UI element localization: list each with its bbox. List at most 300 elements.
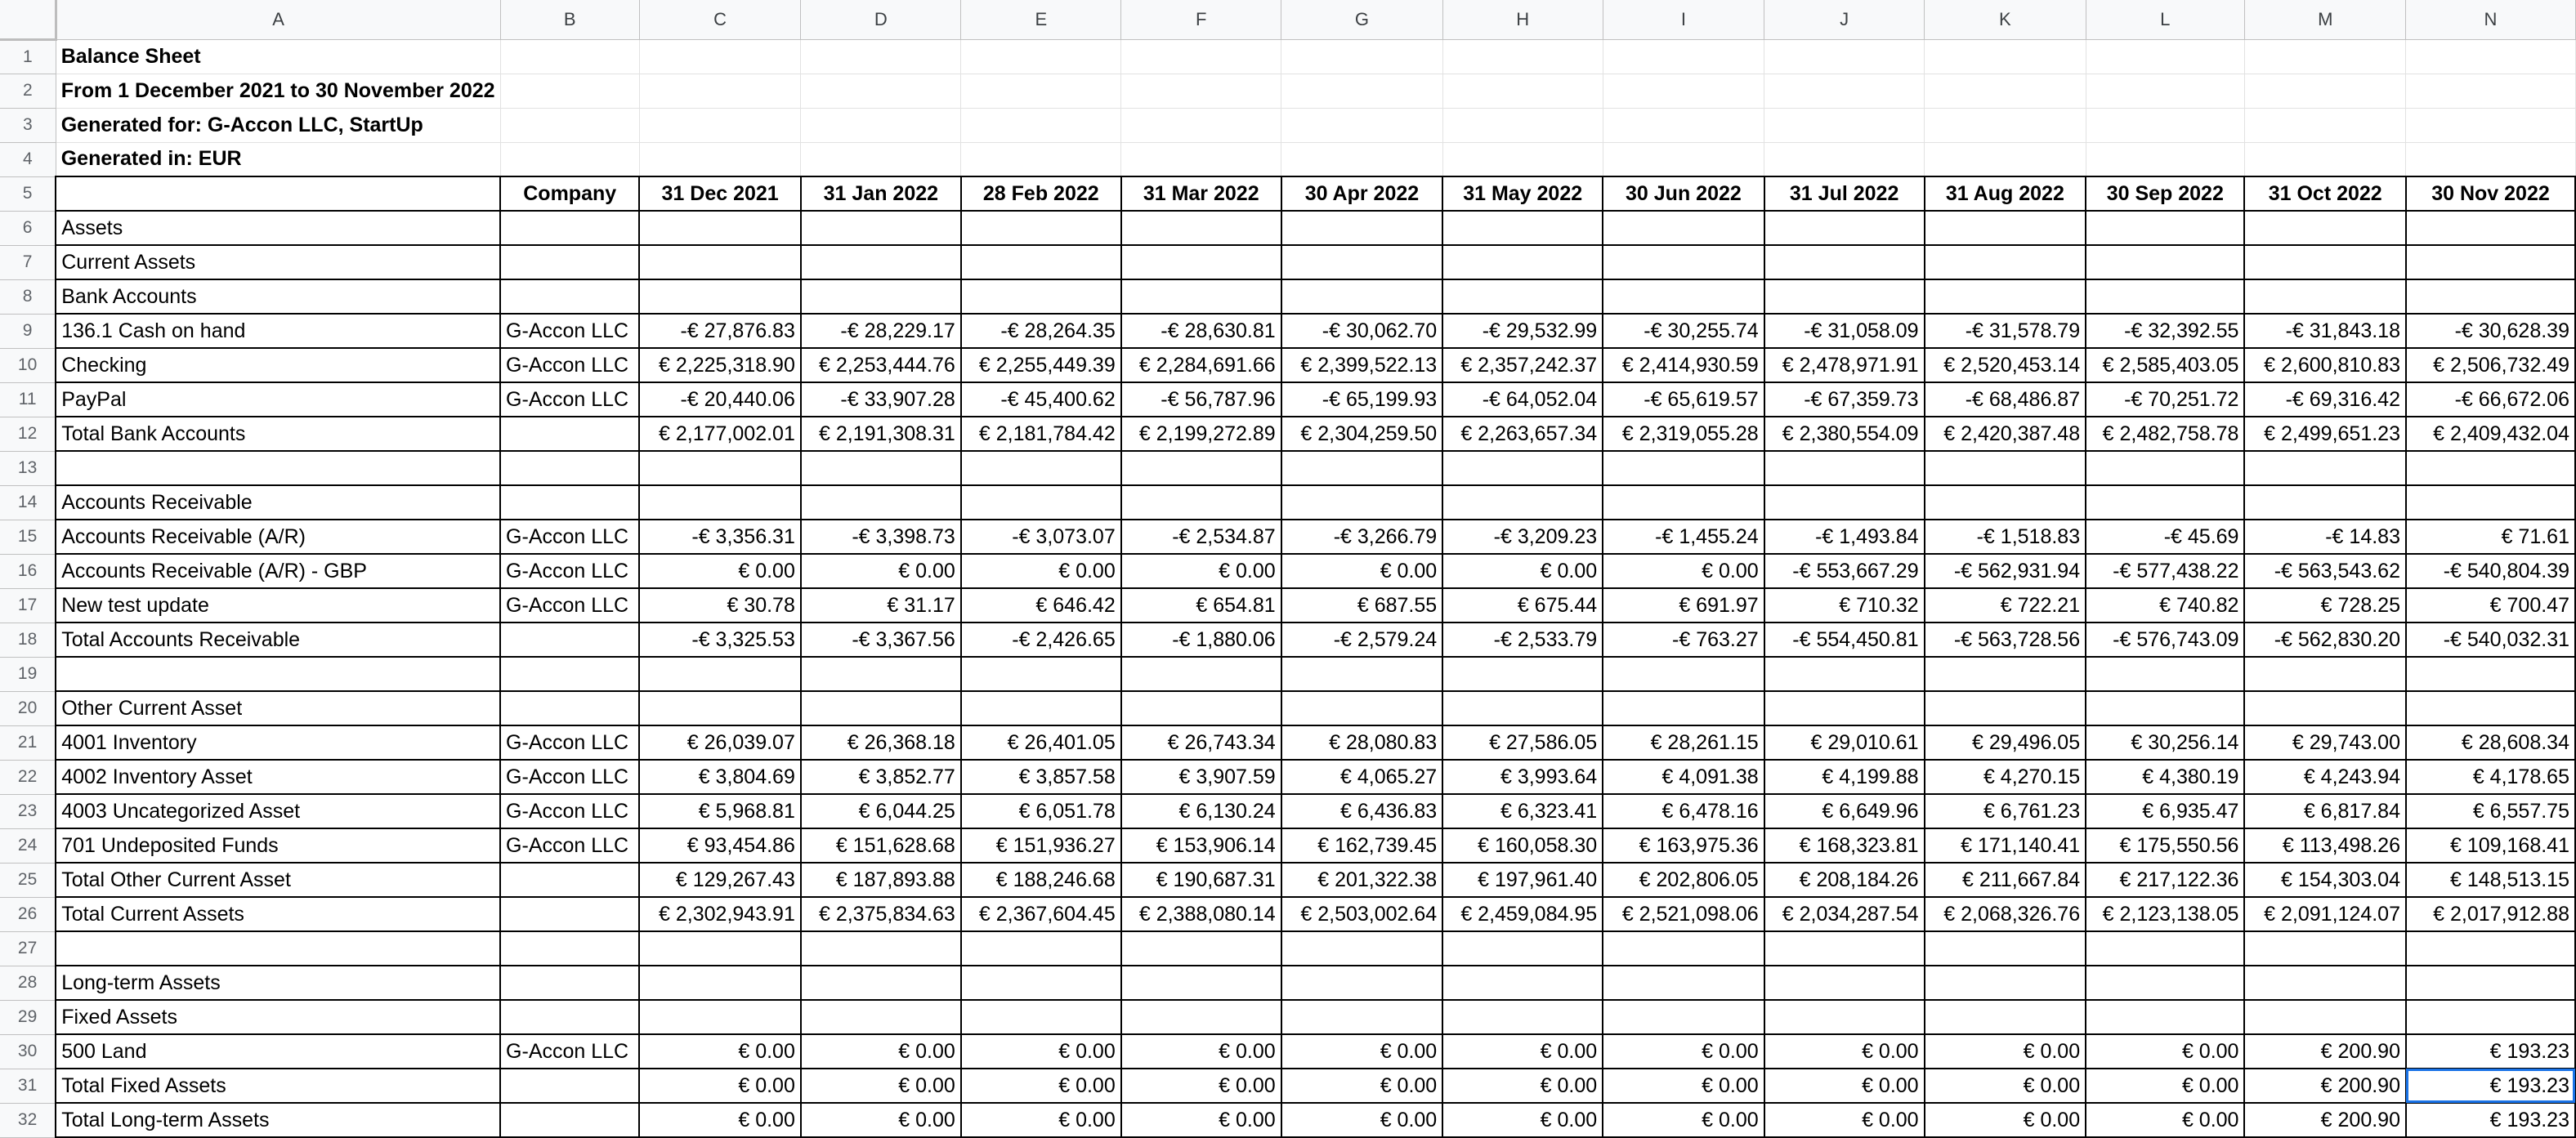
cell-n1[interactable]: [2406, 39, 2575, 74]
cell-f31[interactable]: € 0.00: [1121, 1069, 1281, 1103]
cell-c4[interactable]: [639, 142, 801, 176]
cell-e4[interactable]: [961, 142, 1121, 176]
cell-m24[interactable]: € 113,498.26: [2244, 828, 2406, 863]
cell-d7[interactable]: [801, 245, 961, 279]
cell-b8[interactable]: [500, 279, 639, 314]
cell-g18[interactable]: -€ 2,579.24: [1281, 623, 1443, 657]
cell-j15[interactable]: -€ 1,493.84: [1764, 520, 1925, 554]
cell-k29[interactable]: [1925, 1000, 2086, 1034]
cell-j12[interactable]: € 2,380,554.09: [1764, 417, 1925, 451]
cell-a15[interactable]: Accounts Receivable (A/R): [56, 520, 500, 554]
cell-n11[interactable]: -€ 66,672.06: [2406, 382, 2575, 417]
cell-c22[interactable]: € 3,804.69: [639, 760, 801, 794]
cell-c2[interactable]: [639, 74, 801, 108]
cell-m27[interactable]: [2244, 931, 2406, 966]
cell-i32[interactable]: € 0.00: [1603, 1103, 1764, 1137]
cell-l22[interactable]: € 4,380.19: [2086, 760, 2244, 794]
cell-a21[interactable]: 4001 Inventory: [56, 725, 500, 760]
cell-i24[interactable]: € 163,975.36: [1603, 828, 1764, 863]
cell-h10[interactable]: € 2,357,242.37: [1442, 348, 1603, 382]
cell-b3[interactable]: [500, 108, 639, 142]
cell-m32[interactable]: € 200.90: [2244, 1103, 2406, 1137]
cell-f16[interactable]: € 0.00: [1121, 554, 1281, 588]
cell-n24[interactable]: € 109,168.41: [2406, 828, 2575, 863]
cell-h19[interactable]: [1442, 657, 1603, 691]
row-header[interactable]: 20: [0, 691, 56, 725]
cell-m20[interactable]: [2244, 691, 2406, 725]
cell-h31[interactable]: € 0.00: [1442, 1069, 1603, 1103]
cell-i13[interactable]: [1603, 451, 1764, 485]
cell-f25[interactable]: € 190,687.31: [1121, 863, 1281, 897]
cell-i18[interactable]: -€ 763.27: [1603, 623, 1764, 657]
cell-l26[interactable]: € 2,123,138.05: [2086, 897, 2244, 931]
cell-m5[interactable]: 31 Oct 2022: [2244, 176, 2406, 211]
cell-b21[interactable]: G-Accon LLC: [500, 725, 639, 760]
cell-k31[interactable]: € 0.00: [1925, 1069, 2086, 1103]
cell-g4[interactable]: [1281, 142, 1443, 176]
cell-n20[interactable]: [2406, 691, 2575, 725]
cell-f12[interactable]: € 2,199,272.89: [1121, 417, 1281, 451]
cell-g31[interactable]: € 0.00: [1281, 1069, 1443, 1103]
cell-n29[interactable]: [2406, 1000, 2575, 1034]
cell-m15[interactable]: -€ 14.83: [2244, 520, 2406, 554]
cell-e30[interactable]: € 0.00: [961, 1034, 1121, 1069]
cell-k11[interactable]: -€ 68,486.87: [1925, 382, 2086, 417]
cell-m19[interactable]: [2244, 657, 2406, 691]
cell-l2[interactable]: [2086, 74, 2244, 108]
cell-f1[interactable]: [1121, 39, 1281, 74]
cell-i26[interactable]: € 2,521,098.06: [1603, 897, 1764, 931]
row-header[interactable]: 27: [0, 931, 56, 966]
cell-e9[interactable]: -€ 28,264.35: [961, 314, 1121, 348]
cell-a28[interactable]: Long-term Assets: [56, 966, 500, 1000]
cell-i31[interactable]: € 0.00: [1603, 1069, 1764, 1103]
cell-n7[interactable]: [2406, 245, 2575, 279]
cell-k8[interactable]: [1925, 279, 2086, 314]
cell-b19[interactable]: [500, 657, 639, 691]
cell-h16[interactable]: € 0.00: [1442, 554, 1603, 588]
row-header[interactable]: 11: [0, 382, 56, 417]
cell-l24[interactable]: € 175,550.56: [2086, 828, 2244, 863]
cell-i8[interactable]: [1603, 279, 1764, 314]
cell-d1[interactable]: [801, 39, 961, 74]
cell-c5[interactable]: 31 Dec 2021: [639, 176, 801, 211]
cell-g24[interactable]: € 162,739.45: [1281, 828, 1443, 863]
row-header[interactable]: 10: [0, 348, 56, 382]
row-header[interactable]: 13: [0, 451, 56, 485]
cell-h24[interactable]: € 160,058.30: [1442, 828, 1603, 863]
row-header[interactable]: 19: [0, 657, 56, 691]
cell-a29[interactable]: Fixed Assets: [56, 1000, 500, 1034]
cell-h15[interactable]: -€ 3,209.23: [1442, 520, 1603, 554]
cell-j10[interactable]: € 2,478,971.91: [1764, 348, 1925, 382]
cell-e10[interactable]: € 2,255,449.39: [961, 348, 1121, 382]
cell-b29[interactable]: [500, 1000, 639, 1034]
cell-a22[interactable]: 4002 Inventory Asset: [56, 760, 500, 794]
cell-l17[interactable]: € 740.82: [2086, 588, 2244, 623]
cell-k6[interactable]: [1925, 211, 2086, 245]
row-header[interactable]: 16: [0, 554, 56, 588]
cell-f18[interactable]: -€ 1,880.06: [1121, 623, 1281, 657]
cell-f2[interactable]: [1121, 74, 1281, 108]
cell-j22[interactable]: € 4,199.88: [1764, 760, 1925, 794]
cell-c25[interactable]: € 129,267.43: [639, 863, 801, 897]
cell-b24[interactable]: G-Accon LLC: [500, 828, 639, 863]
cell-k1[interactable]: [1925, 39, 2086, 74]
cell-k5[interactable]: 31 Aug 2022: [1925, 176, 2086, 211]
cell-m29[interactable]: [2244, 1000, 2406, 1034]
cell-h12[interactable]: € 2,263,657.34: [1442, 417, 1603, 451]
cell-h7[interactable]: [1442, 245, 1603, 279]
cell-e26[interactable]: € 2,367,604.45: [961, 897, 1121, 931]
cell-f27[interactable]: [1121, 931, 1281, 966]
cell-b28[interactable]: [500, 966, 639, 1000]
cell-b11[interactable]: G-Accon LLC: [500, 382, 639, 417]
cell-d26[interactable]: € 2,375,834.63: [801, 897, 961, 931]
cell-m14[interactable]: [2244, 485, 2406, 520]
cell-l9[interactable]: -€ 32,392.55: [2086, 314, 2244, 348]
cell-c11[interactable]: -€ 20,440.06: [639, 382, 801, 417]
cell-n6[interactable]: [2406, 211, 2575, 245]
row-header[interactable]: 8: [0, 279, 56, 314]
cell-n28[interactable]: [2406, 966, 2575, 1000]
cell-g1[interactable]: [1281, 39, 1443, 74]
cell-d32[interactable]: € 0.00: [801, 1103, 961, 1137]
cell-l14[interactable]: [2086, 485, 2244, 520]
cell-d17[interactable]: € 31.17: [801, 588, 961, 623]
cell-k26[interactable]: € 2,068,326.76: [1925, 897, 2086, 931]
cell-k28[interactable]: [1925, 966, 2086, 1000]
cell-b9[interactable]: G-Accon LLC: [500, 314, 639, 348]
cell-k2[interactable]: [1925, 74, 2086, 108]
cell-i3[interactable]: [1603, 108, 1764, 142]
cell-n27[interactable]: [2406, 931, 2575, 966]
cell-e6[interactable]: [961, 211, 1121, 245]
row-header[interactable]: 6: [0, 211, 56, 245]
cell-k15[interactable]: -€ 1,518.83: [1925, 520, 2086, 554]
cell-j19[interactable]: [1764, 657, 1925, 691]
cell-f3[interactable]: [1121, 108, 1281, 142]
cell-e8[interactable]: [961, 279, 1121, 314]
cell-l6[interactable]: [2086, 211, 2244, 245]
cell-n25[interactable]: € 148,513.15: [2406, 863, 2575, 897]
cell-m21[interactable]: € 29,743.00: [2244, 725, 2406, 760]
cell-c27[interactable]: [639, 931, 801, 966]
cell-b14[interactable]: [500, 485, 639, 520]
cell-b13[interactable]: [500, 451, 639, 485]
cell-n22[interactable]: € 4,178.65: [2406, 760, 2575, 794]
cell-j20[interactable]: [1764, 691, 1925, 725]
cell-h29[interactable]: [1442, 1000, 1603, 1034]
cell-d3[interactable]: [801, 108, 961, 142]
row-header[interactable]: 21: [0, 725, 56, 760]
cell-d10[interactable]: € 2,253,444.76: [801, 348, 961, 382]
cell-n4[interactable]: [2406, 142, 2575, 176]
cell-g2[interactable]: [1281, 74, 1443, 108]
cell-a31[interactable]: Total Fixed Assets: [56, 1069, 500, 1103]
cell-i25[interactable]: € 202,806.05: [1603, 863, 1764, 897]
cell-g22[interactable]: € 4,065.27: [1281, 760, 1443, 794]
cell-g3[interactable]: [1281, 108, 1443, 142]
cell-i6[interactable]: [1603, 211, 1764, 245]
cell-j23[interactable]: € 6,649.96: [1764, 794, 1925, 828]
cell-n19[interactable]: [2406, 657, 2575, 691]
cell-b18[interactable]: [500, 623, 639, 657]
cell-c18[interactable]: -€ 3,325.53: [639, 623, 801, 657]
cell-e7[interactable]: [961, 245, 1121, 279]
cell-e16[interactable]: € 0.00: [961, 554, 1121, 588]
cell-f8[interactable]: [1121, 279, 1281, 314]
cell-a17[interactable]: New test update: [56, 588, 500, 623]
column-header-n[interactable]: N: [2406, 0, 2575, 39]
cell-e11[interactable]: -€ 45,400.62: [961, 382, 1121, 417]
cell-k23[interactable]: € 6,761.23: [1925, 794, 2086, 828]
cell-k18[interactable]: -€ 563,728.56: [1925, 623, 2086, 657]
cell-c29[interactable]: [639, 1000, 801, 1034]
cell-g13[interactable]: [1281, 451, 1443, 485]
cell-j24[interactable]: € 168,323.81: [1764, 828, 1925, 863]
cell-b27[interactable]: [500, 931, 639, 966]
cell-c31[interactable]: € 0.00: [639, 1069, 801, 1103]
row-header[interactable]: 4: [0, 142, 56, 176]
cell-g5[interactable]: 30 Apr 2022: [1281, 176, 1443, 211]
row-header[interactable]: 1: [0, 39, 56, 74]
cell-m6[interactable]: [2244, 211, 2406, 245]
cell-i27[interactable]: [1603, 931, 1764, 966]
cell-b26[interactable]: [500, 897, 639, 931]
cell-i7[interactable]: [1603, 245, 1764, 279]
cell-f30[interactable]: € 0.00: [1121, 1034, 1281, 1069]
cell-b16[interactable]: G-Accon LLC: [500, 554, 639, 588]
cell-f23[interactable]: € 6,130.24: [1121, 794, 1281, 828]
cell-j28[interactable]: [1764, 966, 1925, 1000]
cell-d12[interactable]: € 2,191,308.31: [801, 417, 961, 451]
cell-n30[interactable]: € 193.23: [2406, 1034, 2575, 1069]
cell-f26[interactable]: € 2,388,080.14: [1121, 897, 1281, 931]
cell-h27[interactable]: [1442, 931, 1603, 966]
cell-e2[interactable]: [961, 74, 1121, 108]
cell-h2[interactable]: [1442, 74, 1603, 108]
cell-c26[interactable]: € 2,302,943.91: [639, 897, 801, 931]
cell-j30[interactable]: € 0.00: [1764, 1034, 1925, 1069]
cell-m7[interactable]: [2244, 245, 2406, 279]
cell-h14[interactable]: [1442, 485, 1603, 520]
cell-l18[interactable]: -€ 576,743.09: [2086, 623, 2244, 657]
cell-b25[interactable]: [500, 863, 639, 897]
cell-f20[interactable]: [1121, 691, 1281, 725]
cell-e21[interactable]: € 26,401.05: [961, 725, 1121, 760]
cell-l12[interactable]: € 2,482,758.78: [2086, 417, 2244, 451]
cell-b4[interactable]: [500, 142, 639, 176]
row-header[interactable]: 17: [0, 588, 56, 623]
cell-h6[interactable]: [1442, 211, 1603, 245]
cell-b17[interactable]: G-Accon LLC: [500, 588, 639, 623]
cell-d6[interactable]: [801, 211, 961, 245]
cell-n10[interactable]: € 2,506,732.49: [2406, 348, 2575, 382]
cell-f14[interactable]: [1121, 485, 1281, 520]
cell-b1[interactable]: [500, 39, 639, 74]
cell-f17[interactable]: € 654.81: [1121, 588, 1281, 623]
cell-g28[interactable]: [1281, 966, 1443, 1000]
cell-e3[interactable]: [961, 108, 1121, 142]
cell-b10[interactable]: G-Accon LLC: [500, 348, 639, 382]
cell-a9[interactable]: 136.1 Cash on hand: [56, 314, 500, 348]
cell-h25[interactable]: € 197,961.40: [1442, 863, 1603, 897]
cell-n32[interactable]: € 193.23: [2406, 1103, 2575, 1137]
row-header[interactable]: 2: [0, 74, 56, 108]
cell-h17[interactable]: € 675.44: [1442, 588, 1603, 623]
cell-k17[interactable]: € 722.21: [1925, 588, 2086, 623]
cell-m23[interactable]: € 6,817.84: [2244, 794, 2406, 828]
cell-l27[interactable]: [2086, 931, 2244, 966]
row-header[interactable]: 25: [0, 863, 56, 897]
cell-j5[interactable]: 31 Jul 2022: [1764, 176, 1925, 211]
cell-j26[interactable]: € 2,034,287.54: [1764, 897, 1925, 931]
cell-l25[interactable]: € 217,122.36: [2086, 863, 2244, 897]
cell-e31[interactable]: € 0.00: [961, 1069, 1121, 1103]
cell-j3[interactable]: [1764, 108, 1925, 142]
cell-a6[interactable]: Assets: [56, 211, 500, 245]
cell-f28[interactable]: [1121, 966, 1281, 1000]
cell-d9[interactable]: -€ 28,229.17: [801, 314, 961, 348]
cell-e15[interactable]: -€ 3,073.07: [961, 520, 1121, 554]
cell-i19[interactable]: [1603, 657, 1764, 691]
cell-h21[interactable]: € 27,586.05: [1442, 725, 1603, 760]
cell-a13[interactable]: [56, 451, 500, 485]
cell-j27[interactable]: [1764, 931, 1925, 966]
cell-n8[interactable]: [2406, 279, 2575, 314]
cell-n2[interactable]: [2406, 74, 2575, 108]
cell-h1[interactable]: [1442, 39, 1603, 74]
cell-g21[interactable]: € 28,080.83: [1281, 725, 1443, 760]
cell-m11[interactable]: -€ 69,316.42: [2244, 382, 2406, 417]
cell-e12[interactable]: € 2,181,784.42: [961, 417, 1121, 451]
cell-a20[interactable]: Other Current Asset: [56, 691, 500, 725]
cell-c24[interactable]: € 93,454.86: [639, 828, 801, 863]
cell-g10[interactable]: € 2,399,522.13: [1281, 348, 1443, 382]
cell-h9[interactable]: -€ 29,532.99: [1442, 314, 1603, 348]
cell-e29[interactable]: [961, 1000, 1121, 1034]
cell-f21[interactable]: € 26,743.34: [1121, 725, 1281, 760]
cell-a11[interactable]: PayPal: [56, 382, 500, 417]
cell-j11[interactable]: -€ 67,359.73: [1764, 382, 1925, 417]
cell-c3[interactable]: [639, 108, 801, 142]
cell-b6[interactable]: [500, 211, 639, 245]
cell-d22[interactable]: € 3,852.77: [801, 760, 961, 794]
cell-i21[interactable]: € 28,261.15: [1603, 725, 1764, 760]
cell-l1[interactable]: [2086, 39, 2244, 74]
cell-i15[interactable]: -€ 1,455.24: [1603, 520, 1764, 554]
cell-a24[interactable]: 701 Undeposited Funds: [56, 828, 500, 863]
column-header-h[interactable]: H: [1442, 0, 1603, 39]
cell-b30[interactable]: G-Accon LLC: [500, 1034, 639, 1069]
cell-c10[interactable]: € 2,225,318.90: [639, 348, 801, 382]
cell-d4[interactable]: [801, 142, 961, 176]
cell-i29[interactable]: [1603, 1000, 1764, 1034]
cell-a32[interactable]: Total Long-term Assets: [56, 1103, 500, 1137]
cell-a1[interactable]: Balance Sheet: [56, 39, 500, 74]
cell-m26[interactable]: € 2,091,124.07: [2244, 897, 2406, 931]
cell-m13[interactable]: [2244, 451, 2406, 485]
cell-l29[interactable]: [2086, 1000, 2244, 1034]
cell-h11[interactable]: -€ 64,052.04: [1442, 382, 1603, 417]
cell-k16[interactable]: -€ 562,931.94: [1925, 554, 2086, 588]
cell-b12[interactable]: [500, 417, 639, 451]
cell-m4[interactable]: [2244, 142, 2406, 176]
cell-f11[interactable]: -€ 56,787.96: [1121, 382, 1281, 417]
cell-d28[interactable]: [801, 966, 961, 1000]
cell-h26[interactable]: € 2,459,084.95: [1442, 897, 1603, 931]
cell-a10[interactable]: Checking: [56, 348, 500, 382]
cell-i11[interactable]: -€ 65,619.57: [1603, 382, 1764, 417]
cell-b23[interactable]: G-Accon LLC: [500, 794, 639, 828]
cell-g14[interactable]: [1281, 485, 1443, 520]
cell-i20[interactable]: [1603, 691, 1764, 725]
cell-c21[interactable]: € 26,039.07: [639, 725, 801, 760]
cell-i22[interactable]: € 4,091.38: [1603, 760, 1764, 794]
cell-g8[interactable]: [1281, 279, 1443, 314]
cell-k32[interactable]: € 0.00: [1925, 1103, 2086, 1137]
cell-n21[interactable]: € 28,608.34: [2406, 725, 2575, 760]
cell-d15[interactable]: -€ 3,398.73: [801, 520, 961, 554]
cell-l10[interactable]: € 2,585,403.05: [2086, 348, 2244, 382]
cell-f24[interactable]: € 153,906.14: [1121, 828, 1281, 863]
cell-d14[interactable]: [801, 485, 961, 520]
cell-c15[interactable]: -€ 3,356.31: [639, 520, 801, 554]
cell-e28[interactable]: [961, 966, 1121, 1000]
cell-d16[interactable]: € 0.00: [801, 554, 961, 588]
cell-g9[interactable]: -€ 30,062.70: [1281, 314, 1443, 348]
cell-g15[interactable]: -€ 3,266.79: [1281, 520, 1443, 554]
cell-d30[interactable]: € 0.00: [801, 1034, 961, 1069]
cell-j29[interactable]: [1764, 1000, 1925, 1034]
cell-a30[interactable]: 500 Land: [56, 1034, 500, 1069]
cell-l15[interactable]: -€ 45.69: [2086, 520, 2244, 554]
cell-h8[interactable]: [1442, 279, 1603, 314]
cell-b31[interactable]: [500, 1069, 639, 1103]
cell-c9[interactable]: -€ 27,876.83: [639, 314, 801, 348]
column-header-l[interactable]: L: [2086, 0, 2244, 39]
column-header-b[interactable]: B: [500, 0, 639, 39]
row-header[interactable]: 31: [0, 1069, 56, 1103]
cell-i28[interactable]: [1603, 966, 1764, 1000]
cell-e32[interactable]: € 0.00: [961, 1103, 1121, 1137]
cell-c14[interactable]: [639, 485, 801, 520]
cell-h5[interactable]: 31 May 2022: [1442, 176, 1603, 211]
column-header-j[interactable]: J: [1764, 0, 1925, 39]
cell-l23[interactable]: € 6,935.47: [2086, 794, 2244, 828]
cell-k14[interactable]: [1925, 485, 2086, 520]
cell-b2[interactable]: [500, 74, 639, 108]
column-header-a[interactable]: A: [56, 0, 500, 39]
column-header-g[interactable]: G: [1281, 0, 1443, 39]
cell-b7[interactable]: [500, 245, 639, 279]
cell-k3[interactable]: [1925, 108, 2086, 142]
cell-e18[interactable]: -€ 2,426.65: [961, 623, 1121, 657]
cell-m1[interactable]: [2244, 39, 2406, 74]
cell-b20[interactable]: [500, 691, 639, 725]
row-header[interactable]: 28: [0, 966, 56, 1000]
cell-j25[interactable]: € 208,184.26: [1764, 863, 1925, 897]
cell-g32[interactable]: € 0.00: [1281, 1103, 1443, 1137]
cell-f32[interactable]: € 0.00: [1121, 1103, 1281, 1137]
cell-l21[interactable]: € 30,256.14: [2086, 725, 2244, 760]
cell-j9[interactable]: -€ 31,058.09: [1764, 314, 1925, 348]
column-header-i[interactable]: I: [1603, 0, 1764, 39]
cell-k30[interactable]: € 0.00: [1925, 1034, 2086, 1069]
cell-a19[interactable]: [56, 657, 500, 691]
cell-i12[interactable]: € 2,319,055.28: [1603, 417, 1764, 451]
